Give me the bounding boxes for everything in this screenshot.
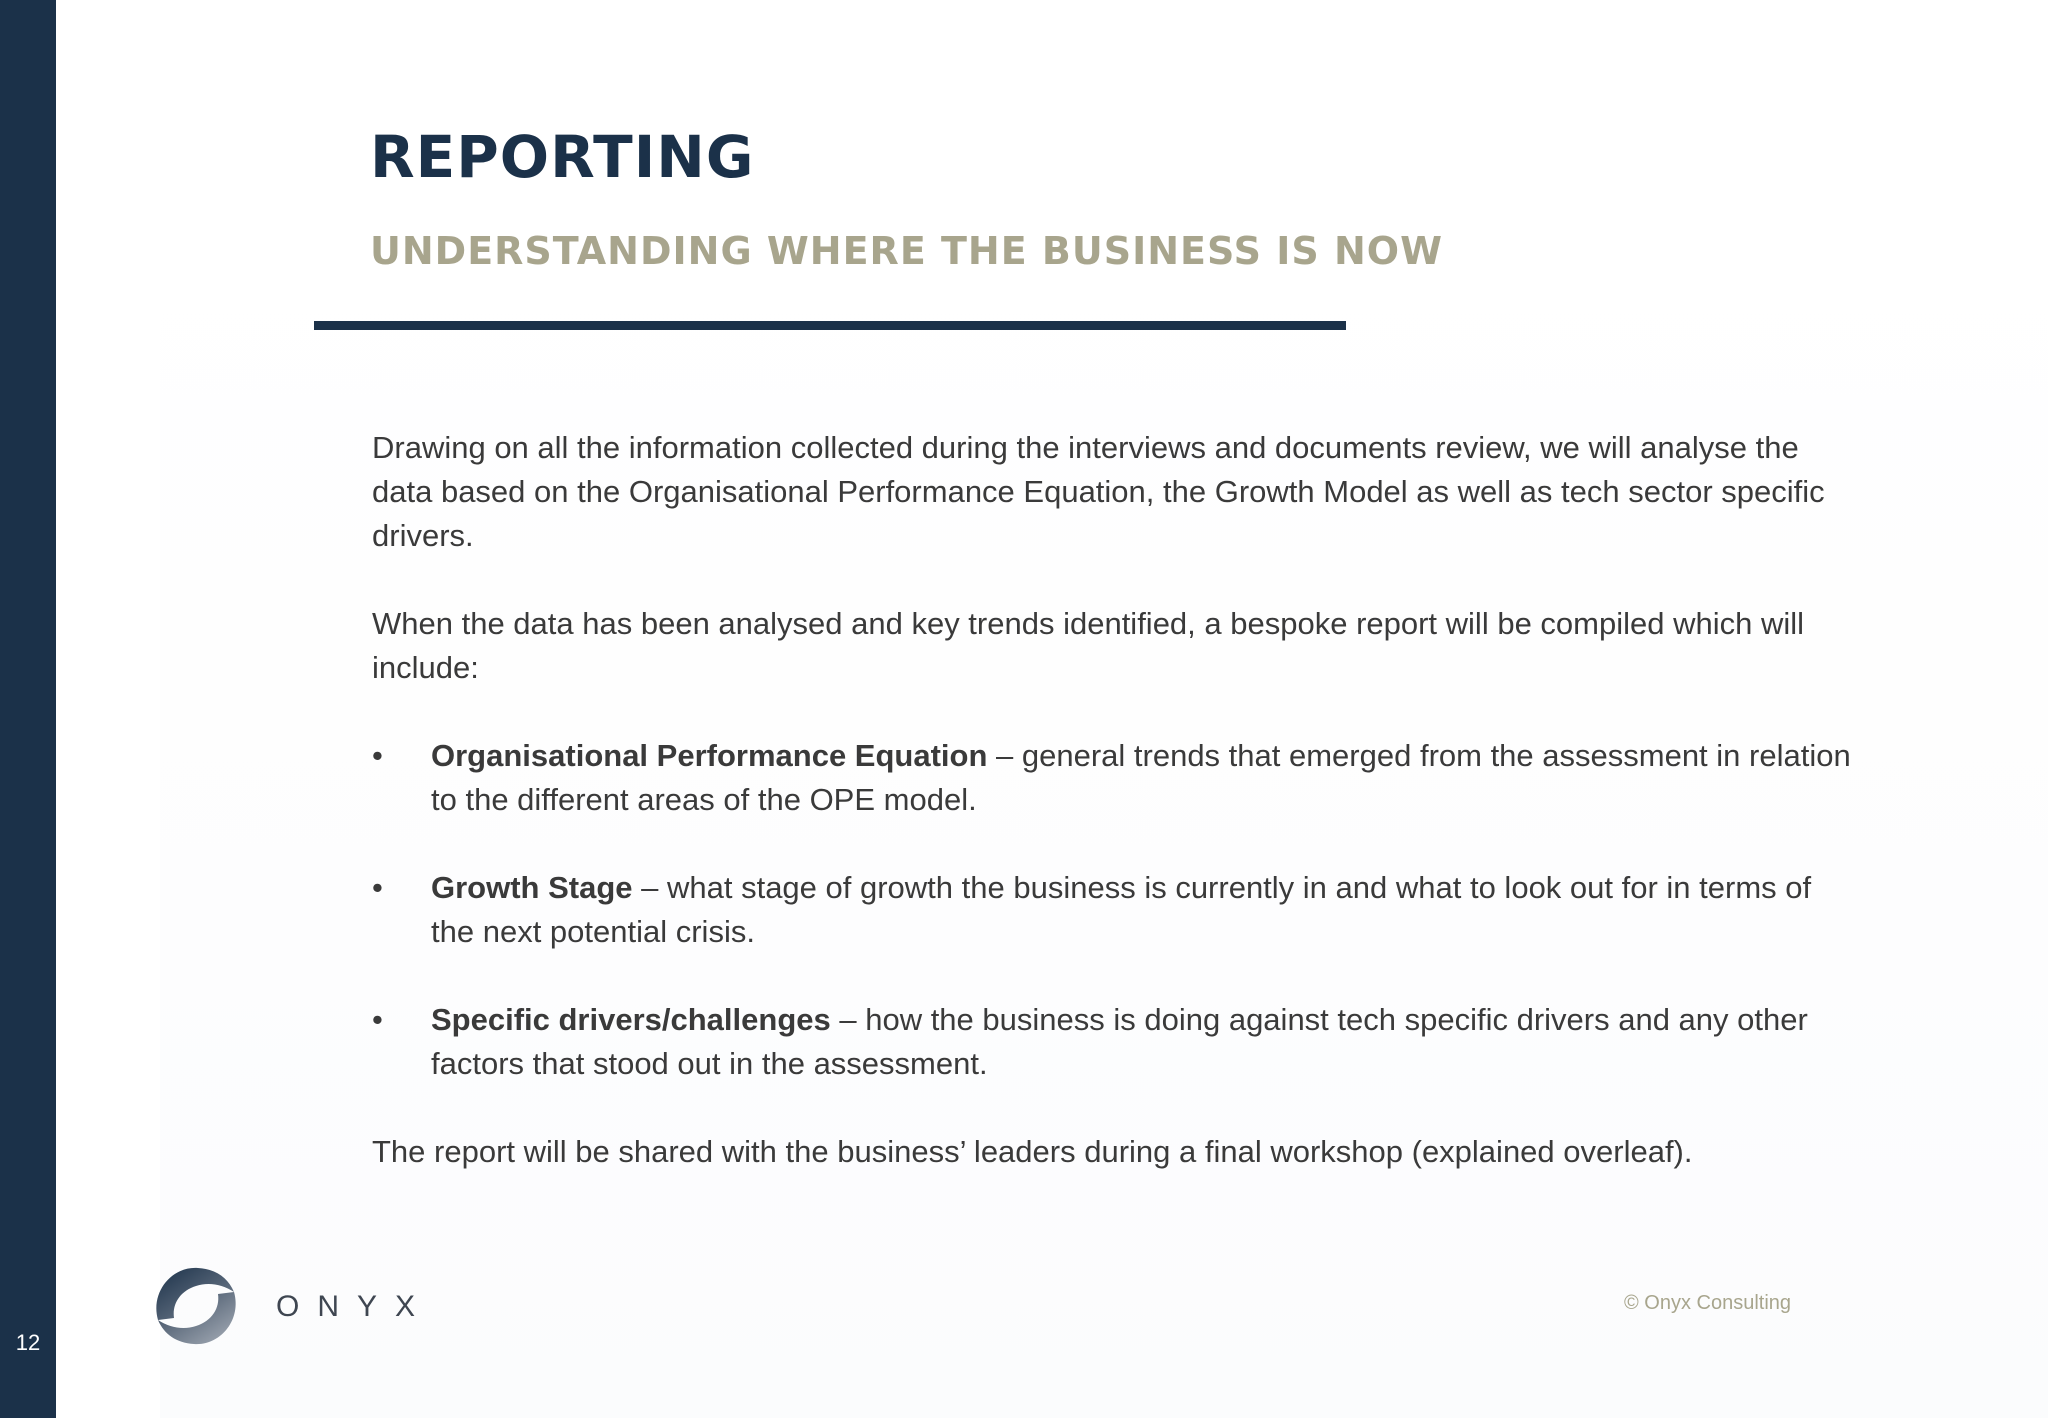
bullet-dot-icon: • (372, 738, 383, 773)
list-item (372, 998, 1862, 1086)
onyx-logo-icon (146, 1256, 246, 1356)
bullet-description: – general trends that emerged from the assessment in relation to the different areas of the OPE model. (431, 738, 1851, 817)
onyx-wordmark: ONYX (276, 1290, 434, 1323)
onyx-logo (146, 1256, 446, 1356)
list-item (372, 866, 1862, 954)
list-item (372, 734, 1862, 822)
page-subtitle: UNDERSTANDING WHERE THE BUSINESS IS NOW (370, 229, 1444, 273)
bullet-list (372, 734, 1862, 1086)
body-text (372, 426, 1862, 1218)
bullet-dot-icon: • (372, 1002, 383, 1037)
page-title: REPORTING (370, 123, 755, 191)
intro-paragraph: Drawing on all the information collected during the interviews and documents review, we will analyse the data based on the Organisational Performance Equation, the Growth Model as well as tech sector specific drivers. (372, 430, 1825, 553)
page-number: 12 (15, 1330, 41, 1355)
left-sidebar-band (0, 0, 56, 1418)
bullet-term: Specific drivers/challenges (431, 1002, 831, 1037)
report-paragraph: When the data has been analysed and key trends identified, a bespoke report will be compiled which will include: (372, 606, 1805, 685)
closing-paragraph: The report will be shared with the business’ leaders during a final workshop (explained overleaf). (372, 1134, 1693, 1169)
copyright-notice: © Onyx Consulting (1624, 1292, 1792, 1314)
bullet-description: – what stage of growth the business is currently in and what to look out for in terms of the next potential crisis. (431, 870, 1812, 949)
title-divider (314, 321, 1346, 330)
bullet-description: – how the business is doing against tech specific drivers and any other factors that stood out in the assessment. (431, 1002, 1808, 1081)
bullet-dot-icon: • (372, 870, 383, 905)
bullet-term: Growth Stage (431, 870, 633, 905)
bullet-term: Organisational Performance Equation (431, 738, 988, 773)
